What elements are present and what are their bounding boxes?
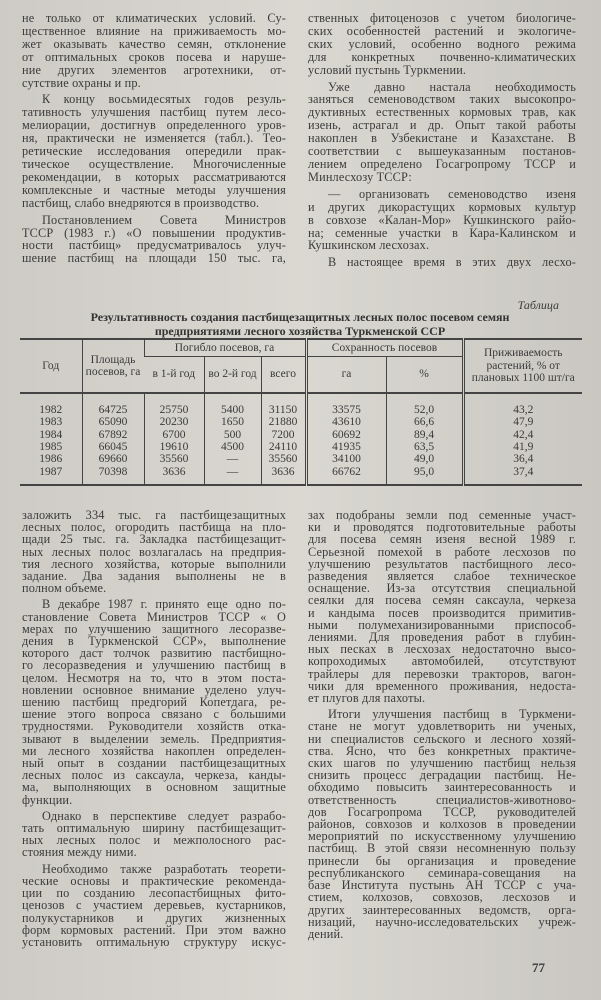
col-kept-pct <box>386 393 463 485</box>
text-line: ных песках в лесхозах недостаточно высо- <box>308 642 576 657</box>
table-cell: 1983 <box>39 416 63 429</box>
text-line: ства. Ясно, что без конкретных практиче- <box>308 743 576 758</box>
text-line: заняться семеноводством таких высокопро- <box>308 92 576 107</box>
text-line: которого даст толчок развитию пастбищно- <box>22 646 286 661</box>
table-cell: 1982 <box>39 403 63 416</box>
text-line: ных лесных полос возлагалась на предприя- <box>22 544 286 559</box>
text-line: улучшению результатов пастбищного лесо- <box>308 556 576 571</box>
text-line: тия лесного хозяйства, которые выполнили <box>22 556 286 571</box>
text-line: ческие основы и практические рекоменда- <box>22 873 286 888</box>
table-cell: 5400 <box>221 403 244 416</box>
table-cell: 67892 <box>98 428 128 441</box>
paragraph <box>22 509 286 594</box>
text-line: целом. Несмотря на то, что в этом поста- <box>22 670 286 685</box>
text-line: стием, колхозов, совхозов, лесхозов и <box>308 890 576 905</box>
table-cell: 42,4 <box>513 428 534 441</box>
col-survival <box>463 393 582 485</box>
text-line: полном объеме. <box>22 581 107 596</box>
table-cell: 1986 <box>39 453 63 466</box>
paragraph <box>22 598 286 805</box>
text-line: Кушкинском лесхозах. <box>308 238 430 253</box>
text-line: ции по созданию лесопастбищных фито- <box>22 886 286 901</box>
text-line: Необходимо также разработать теорети- <box>42 861 286 876</box>
table-title-line-1: Результативность создания пастбищезащитных лесных полос посевом семян <box>90 310 510 324</box>
table-cell: 500 <box>223 428 242 441</box>
table-cell: 70398 <box>98 465 128 478</box>
text-line: дуктивных естественных кормовых трав, как <box>308 105 576 120</box>
table-cell: 34100 <box>332 453 361 466</box>
col-area <box>82 393 144 485</box>
text-line: оснащение. Из-за отсутствия специальной <box>308 581 576 596</box>
text-line: республиканского семинара-совещания на <box>308 865 576 880</box>
text-line: стояния между ними. <box>22 845 137 860</box>
table-label: Таблица <box>517 298 559 312</box>
text-line: Постановлением Совета Министров <box>42 212 286 227</box>
table-cell: 36,4 <box>513 453 534 466</box>
table-cell: 69660 <box>98 453 128 466</box>
text-line: ня, практически не изменяется (табл.). Тео- <box>22 131 286 146</box>
page-number: 77 <box>532 960 545 975</box>
text-line: изень, астрагал и др. Опыт такой работы <box>308 118 576 133</box>
text-line: ный опыт в создании пастбищезащитных <box>22 756 286 771</box>
text-line: Минлесхозу ТССР: <box>308 169 412 184</box>
text-line: ответственность специалистов-животново- <box>308 792 576 807</box>
text-column-top-left <box>22 12 286 269</box>
text-line: разведения является слабое техническое <box>308 569 576 584</box>
text-line: новлении основное внимание уделено улуч- <box>22 682 286 697</box>
table-cell: 63,5 <box>413 441 435 454</box>
text-line: тать оптимальную ширину пастбищезащит- <box>22 821 286 836</box>
table-cell: 3636 <box>162 465 186 478</box>
paragraph <box>308 256 576 269</box>
col-lost-total <box>261 393 306 485</box>
table-title-line-2: предприятиями лесного хозяйства Туркменской ССР <box>154 324 446 338</box>
text-column-bottom-left <box>22 509 286 952</box>
table-cell: 20230 <box>159 416 189 429</box>
text-line: щественное влияние на приживаемость мо- <box>22 23 286 38</box>
col-year <box>20 393 82 485</box>
text-line: ми лесного хозяйства накоплен определен- <box>22 743 286 758</box>
text-line: шение этого вопроса связано с большими <box>22 707 286 722</box>
text-line: ными полумеханизированными приспособ- <box>308 617 576 632</box>
table-cell: 52,0 <box>413 403 435 416</box>
table-cell: 47,9 <box>513 416 534 429</box>
table-cell: 6700 <box>162 428 186 441</box>
text-line: ценозов с участием деревьев, кустарников, <box>22 898 286 913</box>
table-cell: 65090 <box>98 416 128 429</box>
table-cell: 25750 <box>159 403 189 416</box>
text-line: стане не могут удовлетворить ни ученых, <box>308 719 576 734</box>
text-line: лесных полос из саксаула, черкеза, канды- <box>22 768 286 783</box>
text-column-top-right <box>308 12 576 273</box>
table-cell: — <box>226 465 239 478</box>
text-line: функции. <box>22 792 73 807</box>
table-cell: 37,4 <box>513 465 534 478</box>
text-line: полукустарников и других жизненных <box>22 910 286 925</box>
table-cell: 66762 <box>332 465 361 478</box>
table-cell: 33575 <box>332 403 361 416</box>
paragraph <box>22 93 286 209</box>
text-line: дений. <box>308 926 344 941</box>
text-line: лениями. Для проведения работ в глубин- <box>308 630 576 645</box>
text-line: ки и проводятся подготовительные работы <box>308 520 576 535</box>
table-cell: 43,2 <box>513 403 534 416</box>
table-cell: 89,4 <box>413 428 435 441</box>
text-line: ности пастбищ» предусматривалось улуч- <box>22 238 286 253</box>
table-cell: 41,9 <box>513 441 534 454</box>
table-cell: 60692 <box>332 428 361 441</box>
text-line: шение пастбищ на площади 150 тыс. га, <box>22 251 286 266</box>
text-line: мелиорации, достигнув определенного уров- <box>22 118 286 133</box>
table-cell: 1987 <box>39 465 63 478</box>
col-lost-year2 <box>204 393 261 485</box>
text-line: базе Института пустынь АН ТССР с уча- <box>308 878 576 893</box>
table-cell: 43610 <box>332 416 361 429</box>
text-line: — организовать семеноводство изеня <box>328 186 576 201</box>
table-cell: 1984 <box>39 428 63 441</box>
header-lost-year1: в 1-й год <box>144 357 204 393</box>
text-line: пастбищ, слабо внедряются в производство. <box>22 195 260 210</box>
table-cell: 35560 <box>159 453 189 466</box>
header-survival: Приживаемость растений, % от плановых 1100 шт/га <box>463 339 582 393</box>
text-line: дов Госагропрома ТССР, руководителей <box>308 804 576 819</box>
text-line: В декабре 1987 г. принято еще одно по- <box>42 597 286 612</box>
text-line: обходимо повысить заинтересованность и <box>308 780 576 795</box>
text-line: районов, совхозов и колхозов в проведении <box>308 817 576 832</box>
text-line: го лесоразведения и улучшению пастбищ в <box>22 658 286 673</box>
paragraph <box>308 708 576 940</box>
table-cell: 7200 <box>271 428 295 441</box>
table-title <box>20 310 580 338</box>
text-line: мероприятий по искусственному улучшению <box>308 829 576 844</box>
text-line: Однако в перспективе следует разрабо- <box>42 808 286 823</box>
text-line: от оптимальных сроков посева и наруше- <box>22 49 286 64</box>
text-line: соответствии с вышеуказанным постанов- <box>308 144 576 159</box>
text-line: ских особенностей растений и экологиче- <box>308 23 576 38</box>
table-cell: 1650 <box>221 416 244 429</box>
text-line: зах подобраны земли под семенные участ- <box>308 508 576 522</box>
table-cell: 1985 <box>39 441 63 454</box>
text-line: копроходимых автомобилей, отсутствуют <box>308 654 576 669</box>
header-lost-group: Погибло посевов, га <box>144 339 306 357</box>
table-cell: 95,0 <box>413 465 435 478</box>
col-kept-ha <box>306 393 386 485</box>
text-line: и других дикорастущих кормовых культур <box>308 199 576 214</box>
header-lost-total: всего <box>261 357 306 393</box>
paragraph <box>308 509 576 704</box>
text-line: условий пустынь Туркмении. <box>308 62 467 77</box>
text-line: низаций, научно-исследовательских учреж- <box>308 914 576 929</box>
text-line: дения в Туркменской ССР», выполнение <box>22 634 286 649</box>
text-line: тативность улучшения пастбищ путем лесо- <box>22 105 286 120</box>
text-line: трайлеры для перевозки тракторов, вагон- <box>308 666 576 681</box>
text-line: сутствие охраны и пр. <box>22 75 141 90</box>
text-line: ТССР (1983 г.) «О повышении продуктив- <box>22 225 286 240</box>
table-cell: 21880 <box>268 416 298 429</box>
text-line: ных лесных полос и межполосного рас- <box>22 833 286 848</box>
table-cell: 35560 <box>268 453 298 466</box>
text-line: комплексные и частные методы улучшения <box>22 182 286 197</box>
results-table <box>20 338 582 486</box>
text-line: мерах по улучшению защитного лесоразве- <box>22 621 286 636</box>
text-line: К концу восьмидесятых годов резуль- <box>42 92 286 107</box>
table-cell: 66045 <box>98 441 128 454</box>
text-line: щади 25 тыс. га. Закладка пастбищезащит- <box>22 532 286 547</box>
text-line: в совхозе «Калан-Мор» Кушкинского райо- <box>308 212 576 227</box>
text-line: рекомендации, в которых рассматриваются <box>22 169 286 184</box>
text-line: на; семенные участки в Кара-Калинском и <box>308 225 576 240</box>
text-line: ни специалистов сельского и лесного хозяй- <box>308 731 576 746</box>
paragraph <box>22 810 286 859</box>
paragraph <box>308 12 576 77</box>
table-cell: 19610 <box>159 441 189 454</box>
text-line: ских условий, особенно водного режима <box>308 36 576 51</box>
text-line: тическое осуществление. Многочисленные <box>22 156 286 171</box>
table-cell: 24110 <box>268 441 298 454</box>
text-line: шению пастбищ предгорий Копетдага, ре- <box>22 695 286 710</box>
text-line: не только от климатических условий. Су- <box>22 11 286 25</box>
table-cell: 4500 <box>221 441 244 454</box>
text-line: ретические исследования опередили прак- <box>22 144 286 159</box>
header-kept-pct: % <box>386 357 463 393</box>
header-kept-ha: га <box>306 357 386 393</box>
text-column-bottom-right <box>308 509 576 944</box>
text-line: лесных полос, огородить пастбища на пло- <box>22 520 286 535</box>
text-line: пастбищ. В этой связи несомненную пользу <box>308 841 576 856</box>
text-line: Итоги улучшения пастбищ в Туркмени- <box>328 707 576 722</box>
paragraph <box>22 214 286 266</box>
header-lost-year2: во 2-й год <box>204 357 261 393</box>
text-line: ет плугов для пахоты. <box>308 691 426 706</box>
text-line: для посева семян изеня весной 1989 г. <box>308 532 576 547</box>
text-line: Серьезной помехой в работе лесхозов по <box>308 544 576 559</box>
text-line: других заинтересованных ведомств, орга- <box>308 902 576 917</box>
table-cell: 31150 <box>268 403 298 416</box>
text-line: жет оказывать качество семян, отклонение <box>22 36 286 51</box>
text-line: принесли бы организация и проведение <box>308 853 576 868</box>
text-line: ма, выполняющих в основном защитные <box>22 780 286 795</box>
text-line: снизить процесс деградации пастбищ. Не- <box>308 768 576 783</box>
text-line: заложить 334 тыс. га пастбищезащитных <box>22 508 286 522</box>
text-line: сеялки для посева семян саксаула, черкеза <box>308 593 576 608</box>
paragraph <box>22 12 286 89</box>
text-line: трудностями. Руководители хозяйств отка- <box>22 719 286 734</box>
text-line: ние других элементов агротехники, от- <box>22 62 286 77</box>
table-cell: 64725 <box>98 403 128 416</box>
text-line: накоплен в Узбекистане и Казахстане. В <box>308 131 576 146</box>
text-line: В настоящее время в этих двух лесхо- <box>328 255 576 270</box>
table-cell: 41935 <box>332 441 361 454</box>
text-line: ственных фитоценозов с учетом биологиче- <box>308 11 576 25</box>
header-area: Площадь посевов, га <box>82 339 144 393</box>
text-line: чики для временного проживания, недоста- <box>308 678 576 693</box>
header-kept-group: Сохранность посевов <box>306 339 463 357</box>
paragraph <box>22 863 286 948</box>
text-line: ских шагов по улучшению пастбищ нельзя <box>308 756 576 771</box>
text-line: для конкретных почвенно-климатических <box>308 49 576 64</box>
table-cell: 66,6 <box>413 416 435 429</box>
table-cell: 3636 <box>271 465 295 478</box>
text-line: лением определено Госагропрому ТССР и <box>308 156 576 171</box>
paragraph <box>308 188 576 253</box>
text-line: форм кормовых растений. При этом важно <box>22 922 286 937</box>
text-line: зывают в выделении земель. Предприятия- <box>22 731 286 746</box>
text-line: установить оптимальную структуру искус- <box>22 934 286 949</box>
text-line: Уже давно настала необходимость <box>328 79 576 94</box>
header-year: Год <box>20 339 82 393</box>
text-line: становление Совета Министров ТССР « О <box>22 609 286 624</box>
table-cell: 49,0 <box>413 453 435 466</box>
text-line: и кандыма посев производится примитив- <box>308 605 576 620</box>
table-cell: — <box>226 453 239 466</box>
paragraph <box>308 81 576 184</box>
col-lost-year1 <box>144 393 204 485</box>
text-line: задание. Два задания выполнены не в <box>22 569 286 584</box>
